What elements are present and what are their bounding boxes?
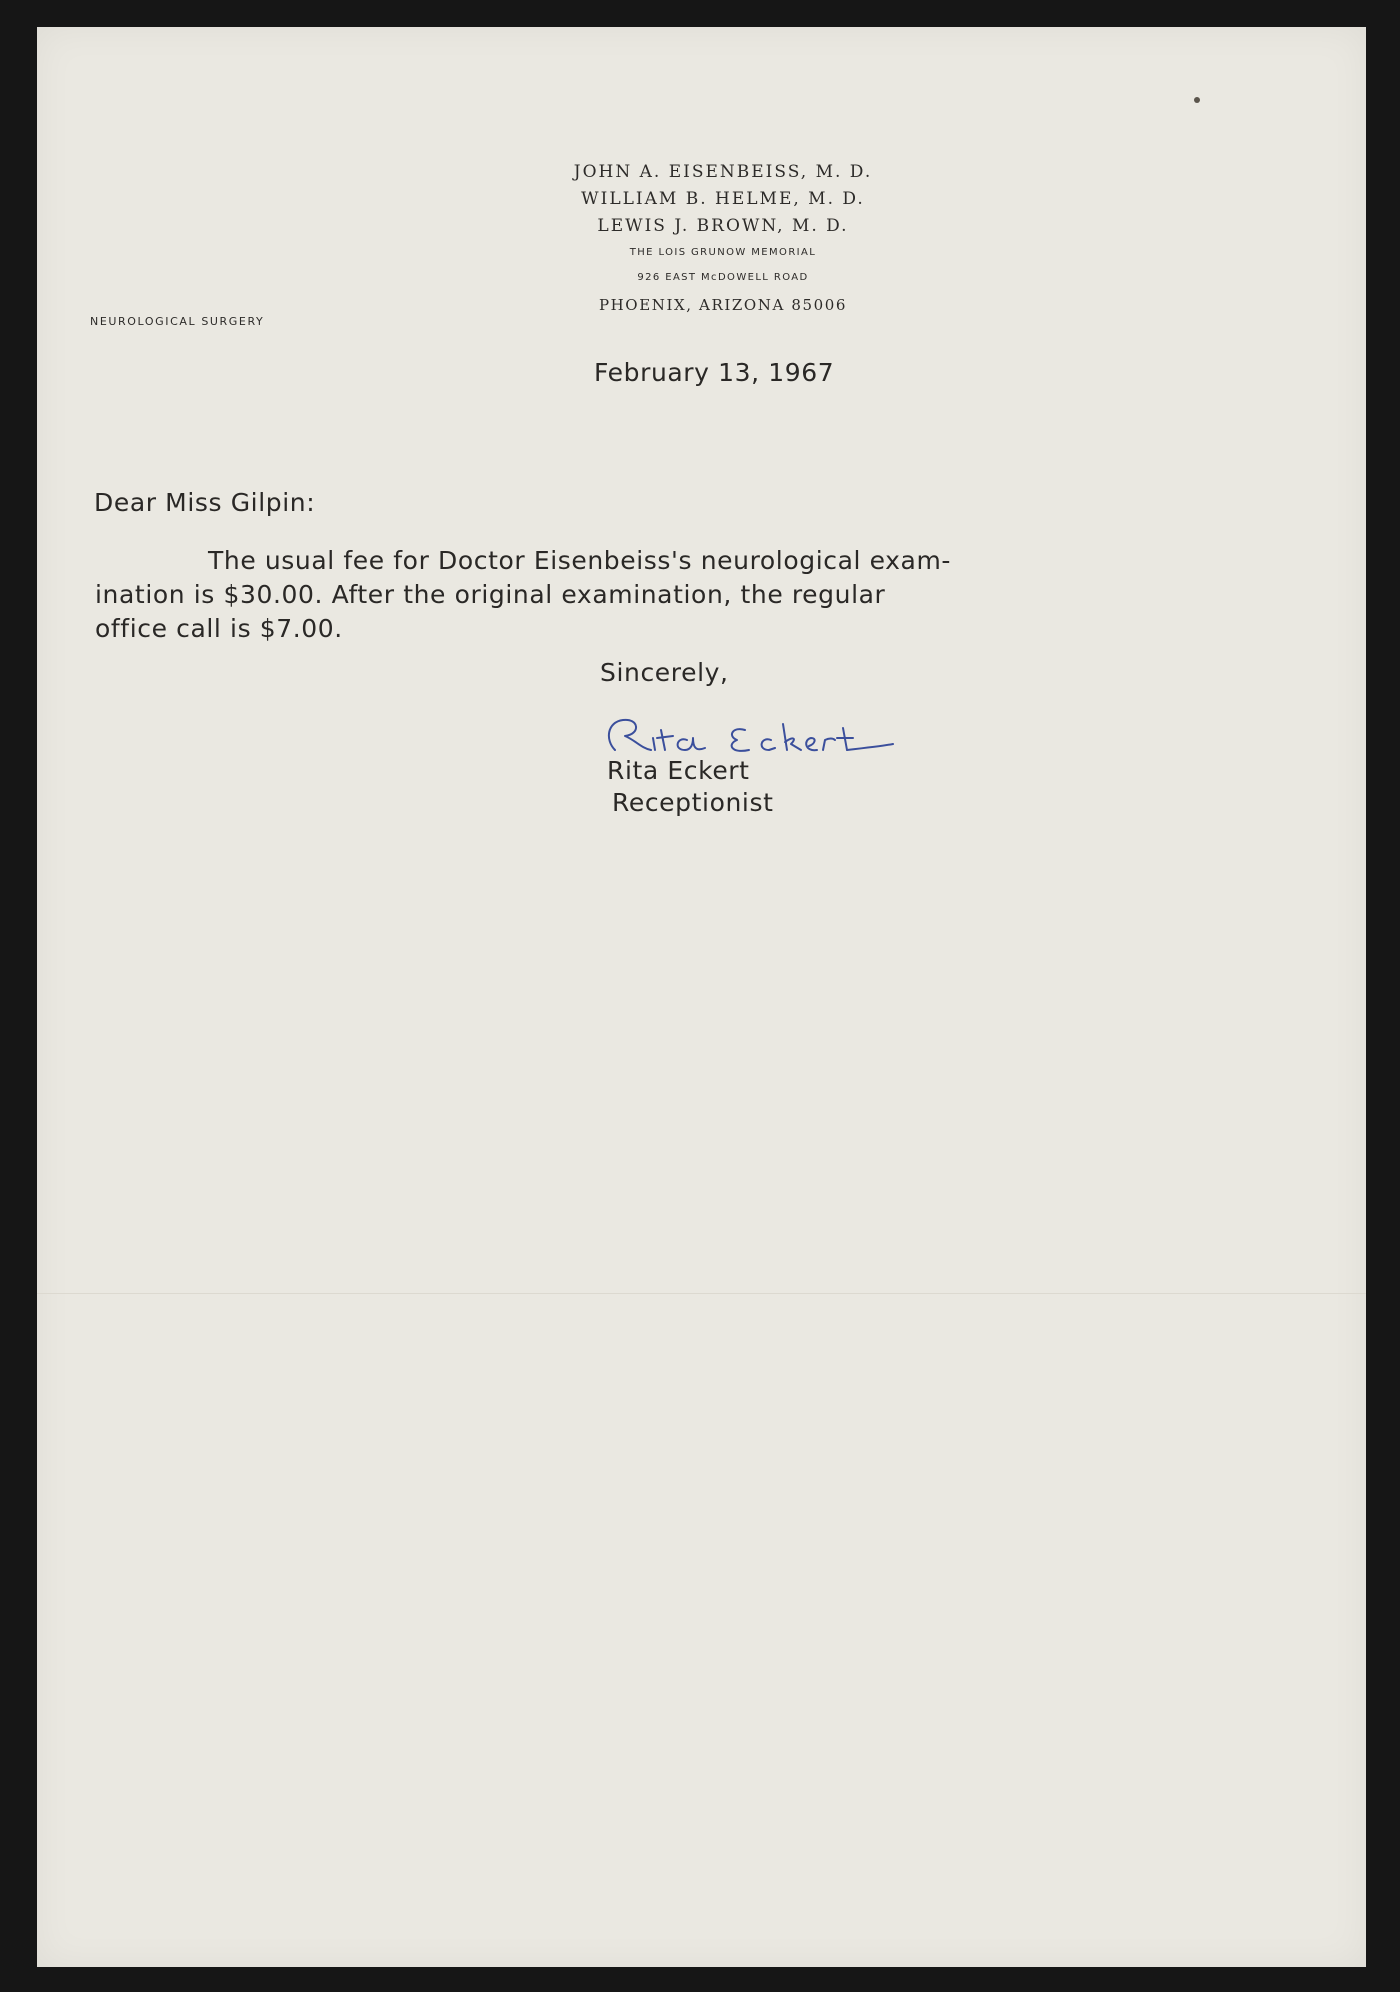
body-line-1: The usual fee for Doctor Eisenbeiss's neurological exam- <box>208 546 952 575</box>
closing: Sincerely, <box>600 658 729 687</box>
body-line-3: office call is $7.00. <box>95 614 343 643</box>
salutation: Dear Miss Gilpin: <box>94 488 316 517</box>
signer-title: Receptionist <box>612 788 774 817</box>
fold-line <box>37 1293 1366 1294</box>
body-line-2: ination is $30.00. After the original examination, the regular <box>95 580 886 609</box>
signer-name: Rita Eckert <box>607 756 750 785</box>
letterhead-street: 926 EAST McDOWELL ROAD <box>637 272 809 283</box>
department-label: NEUROLOGICAL SURGERY <box>90 315 265 328</box>
letterhead-city: PHOENIX, ARIZONA 85006 <box>598 296 848 314</box>
letterhead <box>423 159 1023 318</box>
letter-date: February 13, 1967 <box>594 358 835 387</box>
letterhead-doctor-3: LEWIS J. BROWN, M. D. <box>597 216 849 236</box>
letterhead-memorial: THE LOIS GRUNOW MEMORIAL <box>629 247 817 258</box>
paper-speck <box>1194 97 1200 103</box>
letterhead-doctor-2: WILLIAM B. HELME, M. D. <box>581 189 865 209</box>
letterhead-doctor-1: JOHN A. EISENBEISS, M. D. <box>573 162 873 182</box>
